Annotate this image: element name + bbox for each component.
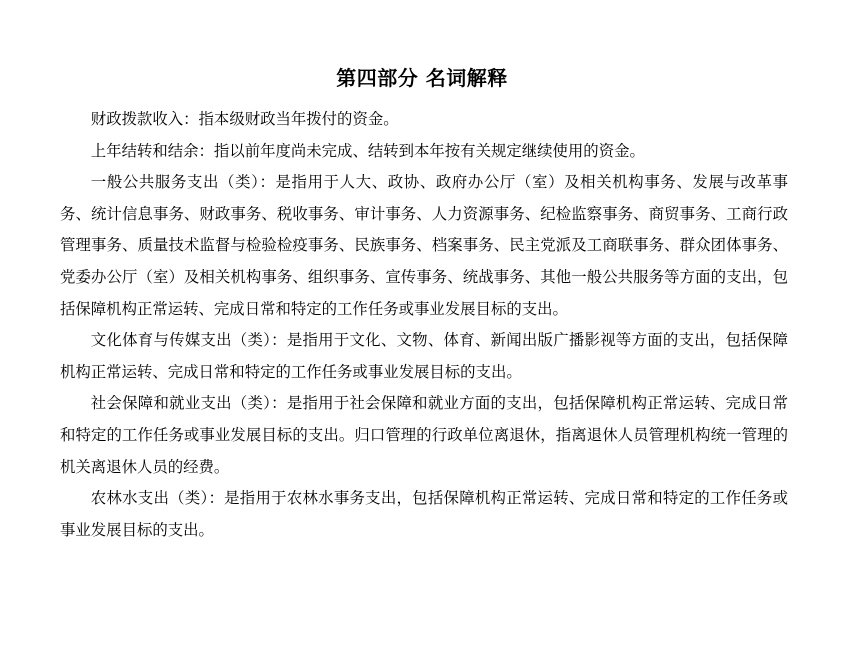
paragraph-social-security-employment: 社会保障和就业支出（类）：是指用于社会保障和就业方面的支出，包括保障机构正常运转、完成日常和特定的工作任务或事业发展目标的支出。归口管理的行政单位离退休，指离退休人员管理机构统一管理的机关离退休人员的经费。: [60, 394, 788, 476]
paragraph-general-public-services: 一般公共服务支出（类）：是指用于人大、政协、政府办公厅（室）及相关机构事务、发展与改革事务、统计信息事务、财政事务、税收事务、审计事务、人力资源事务、纪检监察事务、商贸事务、工商行政管理事务、质量技术监督与检验检疫事务、民族事务、档案事务、民主党派及工商联事务、群众团体事务、党委办公厅（室）及相关机构事务、组织事务、宣传事务、统战事务、其他一般公共服务等方面的支出，包括保障机构正常运转、完成日常和特定的工作任务或事业发展目标的支出。: [60, 173, 788, 318]
page-title: 第四部分 名词解释: [336, 66, 508, 90]
paragraph-fiscal-appropriation-income: 财政拨款收入：指本级财政当年拨付的资金。: [90, 110, 399, 128]
paragraph-culture-sports-media: 文化体育与传媒支出（类）：是指用于文化、文物、体育、新闻出版广播影视等方面的支出，包括保障机构正常运转、完成日常和特定的工作任务或事业发展目标的支出。: [60, 331, 788, 381]
paragraph-carryover-balance: 上年结转和结余：指以前年度尚未完成、结转到本年按有关规定继续使用的资金。: [90, 141, 645, 160]
document-body: [60, 104, 788, 546]
paragraph-agriculture-forestry-water: 农林水支出（类）：是指用于农林水事务支出，包括保障机构正常运转、完成日常和特定的工作任务或事业发展目标的支出。: [60, 489, 788, 539]
